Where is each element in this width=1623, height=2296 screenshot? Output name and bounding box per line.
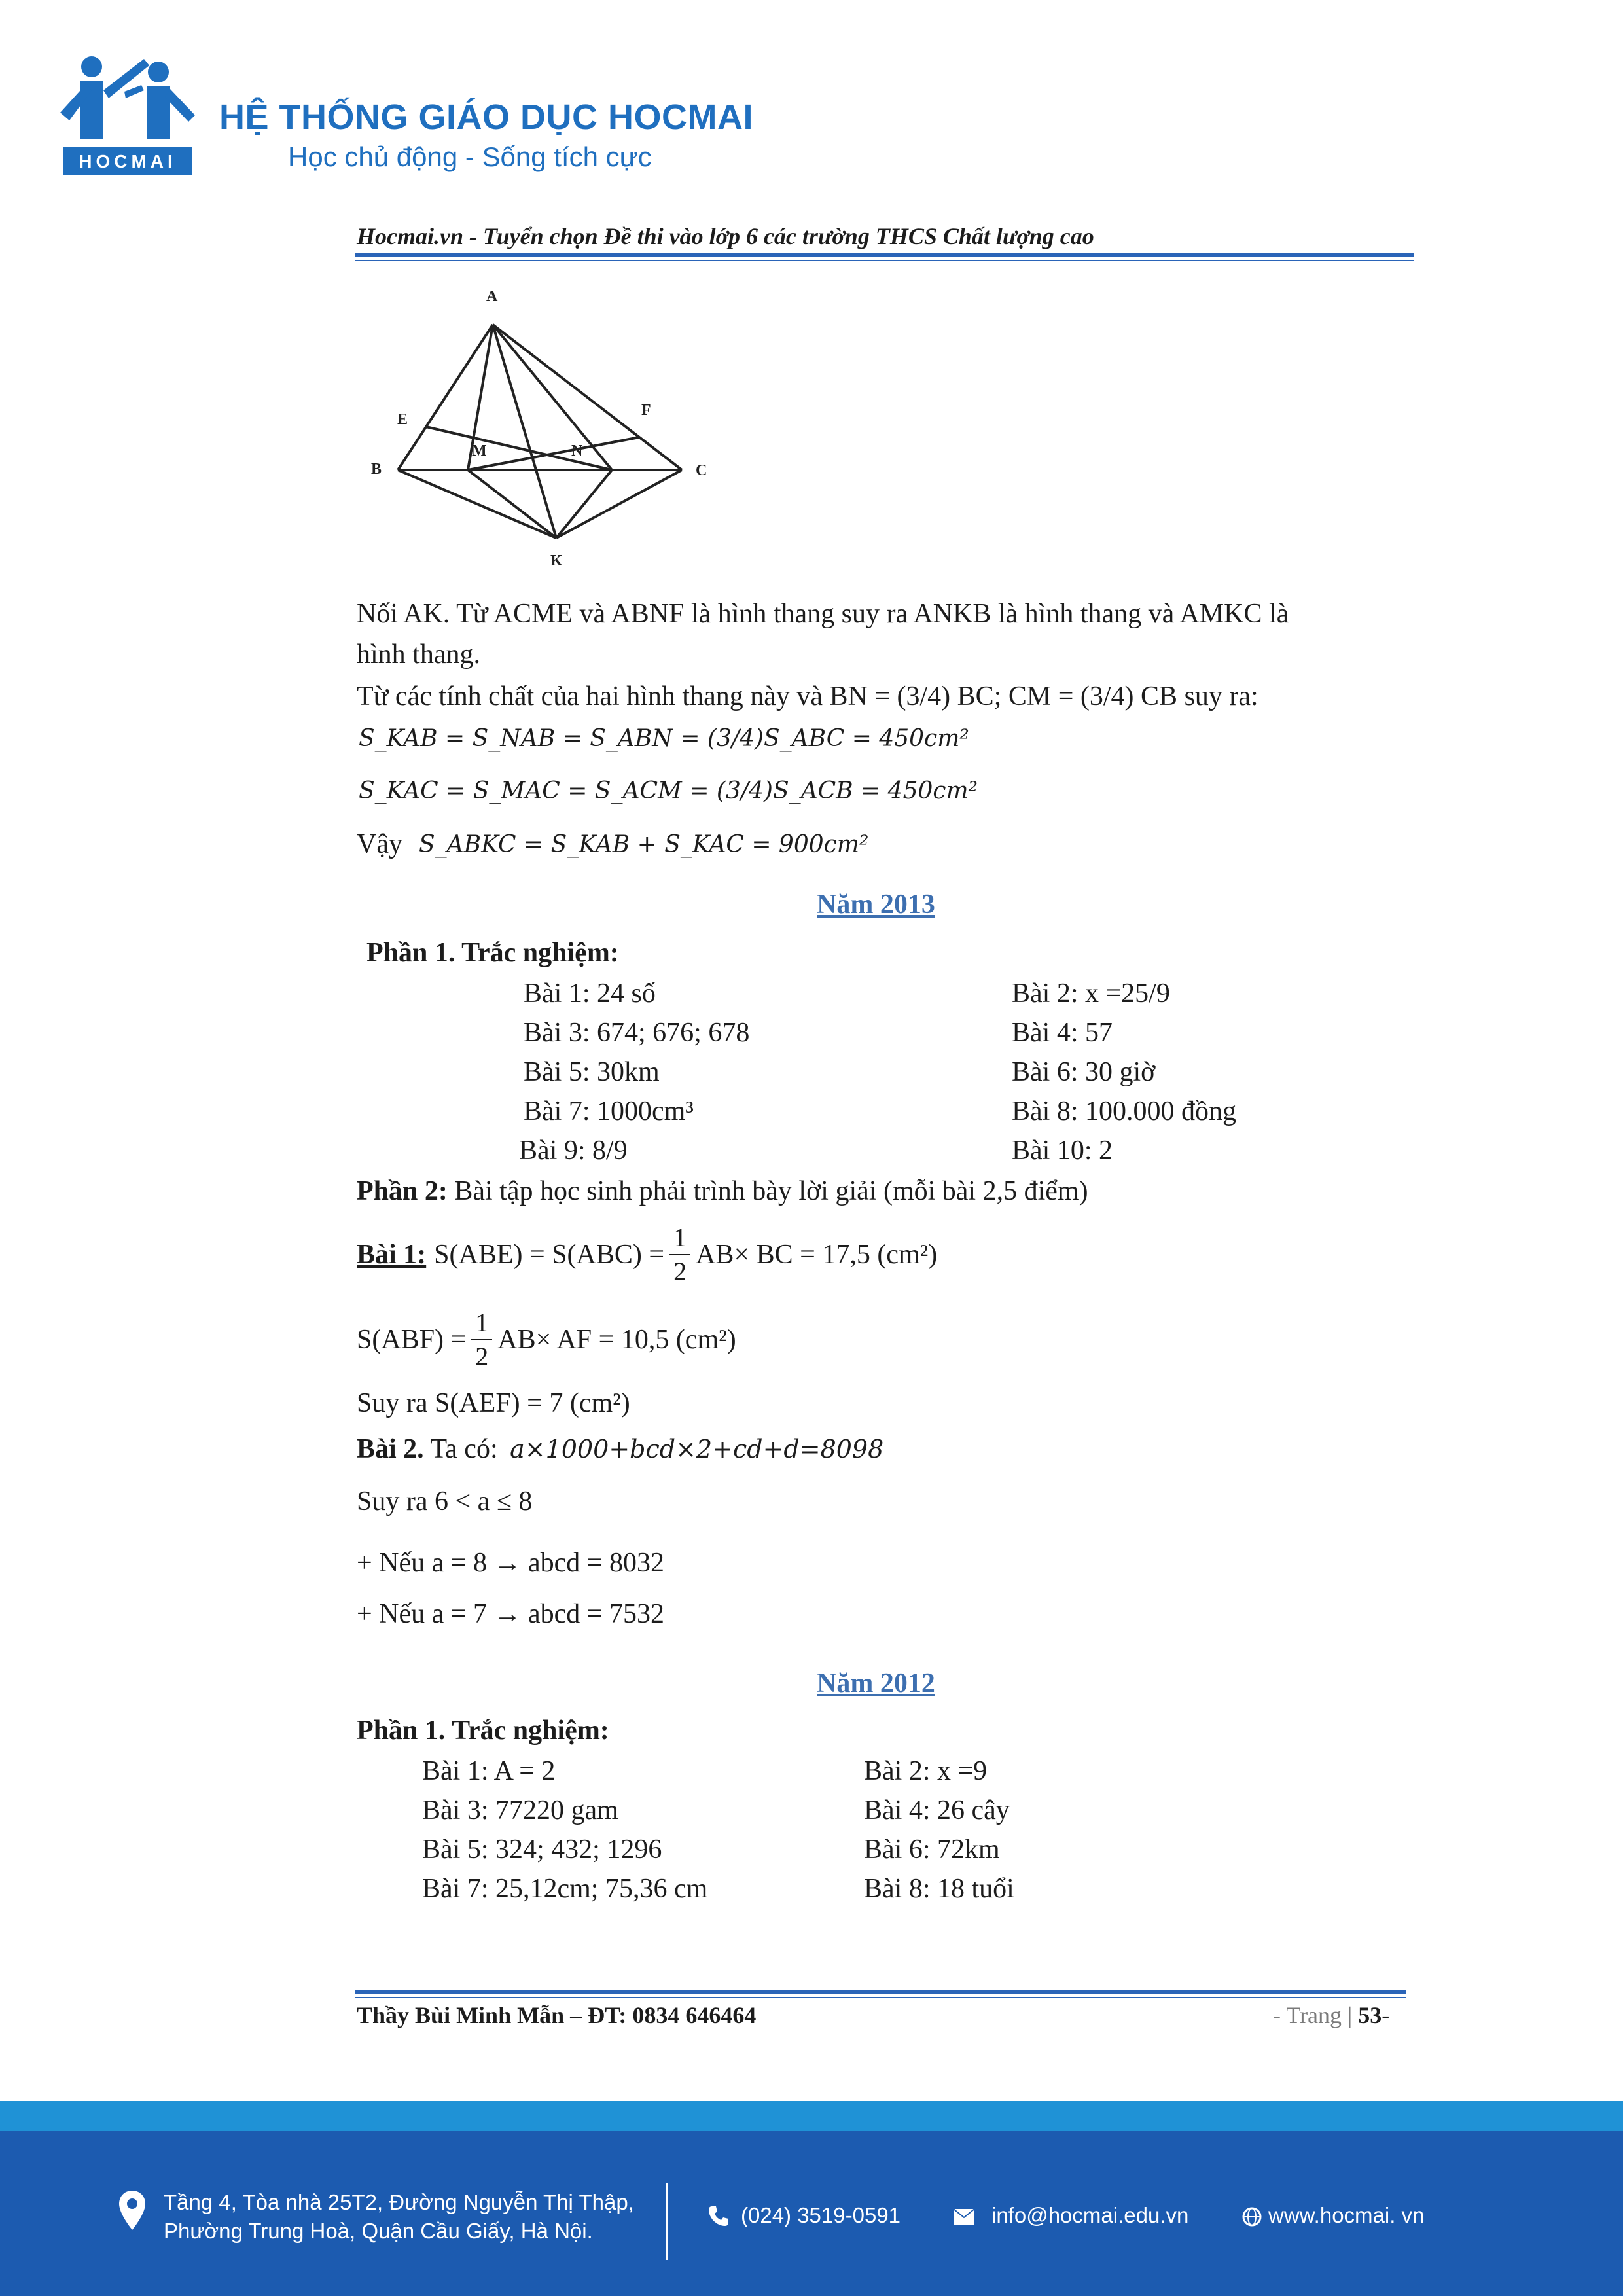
location-pin-icon <box>118 2189 147 2231</box>
y2013-answer-2: Bài 2: x =25/9 <box>1012 978 1170 1009</box>
email-link[interactable]: info@hocmai.edu.vn <box>991 2203 1189 2227</box>
y2013-part1-heading: Phần 1. Trắc nghiệm: <box>366 938 619 968</box>
y2013-answer-9: Bài 9: 8/9 <box>519 1136 628 1166</box>
page-number-value: 53- <box>1358 2002 1390 2028</box>
year-2012-title: Năm 2012 <box>817 1668 935 1698</box>
y2013-answer-10: Bài 10: 2 <box>1012 1136 1113 1166</box>
brand-slogan: Học chủ động - Sống tích cực <box>288 141 652 172</box>
part2-text: Bài tập học sinh phải trình bày lời giải (mỗi bài 2,5 điểm) <box>454 1176 1088 1206</box>
website-link[interactable]: www.hocmai. vn <box>1268 2203 1425 2227</box>
label-a: A <box>486 288 498 305</box>
label-b: B <box>371 461 382 478</box>
brand-title: HỆ THỐNG GIÁO DỤC HOCMAI <box>219 98 753 137</box>
globe-icon <box>1242 2207 1262 2227</box>
label-m: M <box>472 442 487 459</box>
footer-band-light <box>0 2101 1623 2131</box>
bai2-formula: a×1000+bcd×2+cd+d=8098 <box>510 1435 884 1463</box>
abf-lhs: S(ABF) = <box>357 1325 467 1355</box>
y2013-answer-8: Bài 8: 100.000 đồng <box>1012 1096 1236 1126</box>
address-line-1: Tầng 4, Tòa nhà 25T2, Đường Nguyễn Thị Thập, <box>164 2190 634 2214</box>
part2-label: Phần 2: <box>357 1176 448 1206</box>
y2013-bai2-range: Suy ra 6 < a ≤ 8 <box>357 1486 533 1516</box>
y2013-bai1 <box>357 1221 937 1288</box>
y2013-answer-7: Bài 7: 1000cm³ <box>524 1096 694 1126</box>
solution-line-2: hình thang. <box>357 639 480 670</box>
formula-3-prefix: Vậy <box>357 829 402 859</box>
header-rule-thin <box>355 260 1414 261</box>
label-k: K <box>550 552 563 569</box>
year-2013-title: Năm 2013 <box>817 889 935 920</box>
page-number <box>1273 2001 1389 2029</box>
fraction-half-2: $\frac{1}{2}$ <box>471 1306 492 1373</box>
y2012-answer-4: Bài 4: 26 cây <box>864 1795 1010 1825</box>
y2012-answer-5: Bài 5: 324; 432; 1296 <box>422 1835 662 1865</box>
y2013-answer-4: Bài 4: 57 <box>1012 1018 1113 1048</box>
y2012-answer-6: Bài 6: 72km <box>864 1835 1000 1865</box>
label-c: C <box>696 462 707 479</box>
phone-icon <box>707 2204 730 2228</box>
formula-2: S_KAC = S_MAC = S_ACM = (3/4)S_ACB = 450cm² <box>359 778 978 804</box>
teacher-contact: Thầy Bùi Minh Mẫn – ĐT: 0834 646464 <box>357 2002 757 2028</box>
header-rule <box>355 253 1414 257</box>
footer-rule <box>355 1990 1406 1994</box>
logo-text: HOCMAI <box>79 151 177 171</box>
label-e: E <box>397 411 408 428</box>
bai2-label: Bài 2. <box>357 1434 424 1464</box>
y2012-answer-2: Bài 2: x =9 <box>864 1756 988 1786</box>
y2012-answer-8: Bài 8: 18 tuổi <box>864 1874 1014 1904</box>
y2013-case-a7: + Nếu a = 7 → abcd = 7532 <box>357 1599 664 1629</box>
formula-1: S_KAB = S_NAB = S_ABN = (3/4)S_ABC = 450cm² <box>359 725 969 752</box>
contact-divider <box>666 2183 668 2260</box>
email-icon <box>953 2208 975 2225</box>
footer-rule-thin <box>355 1997 1406 1998</box>
solution-line-1: Nối AK. Từ ACME và ABNF là hình thang suy ra ANKB là hình thang và AMKC là <box>357 599 1289 629</box>
y2013-answer-6: Bài 6: 30 giờ <box>1012 1057 1156 1087</box>
solution-line-3: Từ các tính chất của hai hình thang này và BN = (3/4) BC; CM = (3/4) CB suy ra: <box>357 681 1258 711</box>
fraction-half: $\frac{1}{2}$ <box>669 1221 690 1288</box>
bai1-rhs: AB× BC = 17,5 (cm²) <box>696 1240 938 1270</box>
y2013-bai1-abf <box>357 1306 736 1373</box>
bai1-lhs: S(ABE) = S(ABC) = <box>434 1240 665 1270</box>
page-prefix: - Trang | <box>1273 2002 1353 2028</box>
y2012-answer-1: Bài 1: A = 2 <box>422 1756 556 1786</box>
y2013-case-a8: + Nếu a = 8 → abcd = 8032 <box>357 1548 664 1578</box>
y2013-answer-3: Bài 3: 674; 676; 678 <box>524 1018 750 1048</box>
abf-rhs: AB× AF = 10,5 (cm²) <box>497 1325 736 1355</box>
label-n: N <box>571 442 583 459</box>
y2013-answer-5: Bài 5: 30km <box>524 1057 660 1087</box>
address-line-2: Phường Trung Hoà, Quận Cầu Giấy, Hà Nội. <box>164 2219 593 2243</box>
geometry-figure <box>363 281 730 576</box>
running-header: Hocmai.vn - Tuyển chọn Đề thi vào lớp 6 các trường THCS Chất lượng cao <box>357 223 1094 249</box>
y2013-part2 <box>357 1175 1088 1207</box>
bai1-label: Bài 1: <box>357 1240 427 1270</box>
label-f: F <box>641 402 651 419</box>
phone-number[interactable]: (024) 3519-0591 <box>741 2203 901 2227</box>
y2012-part1-heading: Phần 1. Trắc nghiệm: <box>357 1715 609 1746</box>
y2013-bai1-aef: Suy ra S(AEF) = 7 (cm²) <box>357 1388 630 1418</box>
formula-3: S_ABKC = S_KAB + S_KAC = 900cm² <box>419 831 869 858</box>
y2013-answer-1: Bài 1: 24 số <box>524 978 656 1009</box>
y2012-answer-3: Bài 3: 77220 gam <box>422 1795 618 1825</box>
y2013-bai2 <box>357 1433 883 1465</box>
hocmai-logo <box>60 52 195 177</box>
bai2-text: Ta có: <box>430 1434 498 1464</box>
y2012-answer-7: Bài 7: 25,12cm; 75,36 cm <box>422 1874 708 1904</box>
